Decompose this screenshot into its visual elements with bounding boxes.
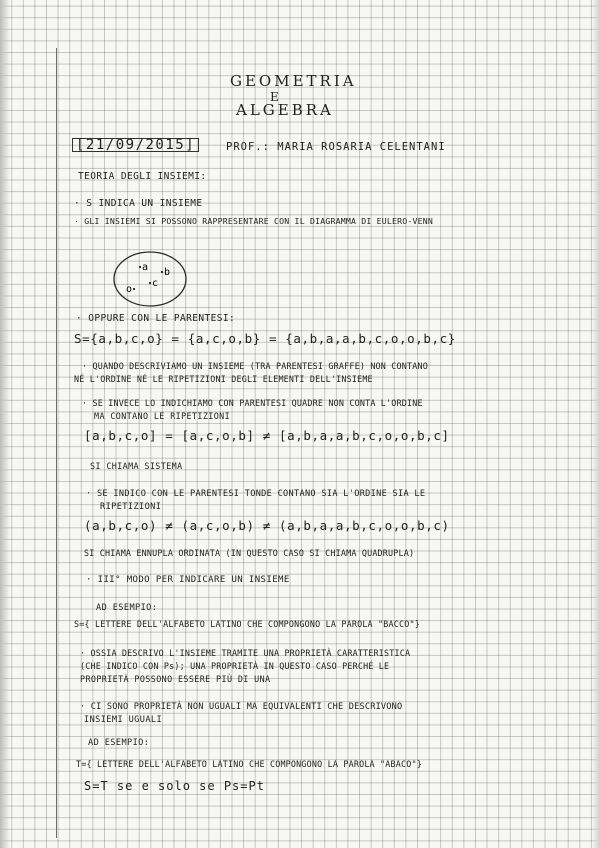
- line-tonde-2: RIPETIZIONI: [100, 502, 162, 512]
- date-box: [21/09/2015]: [72, 138, 199, 152]
- venn-label-c: c: [152, 278, 159, 289]
- line-quando-1: · QUANDO DESCRIVIAMO UN INSIEME (TRA PARENTESI GRAFFE) NON CONTANO: [82, 361, 428, 371]
- line-terzo: · III° MODO PER INDICARE UN INSIEME: [86, 575, 290, 585]
- line-sistema: SI CHIAMA SISTEMA: [90, 461, 183, 471]
- topic-line: TEORIA DEGLI INSIEMI:: [78, 171, 207, 182]
- venn-label-o: o: [126, 284, 133, 295]
- line-bacco: S={ LETTERE DELL'ALFABETO LATINO CHE COMPONGONO LA PAROLA "BACCO"}: [74, 619, 420, 629]
- venn-diagram: [110, 248, 190, 310]
- line-ennupla: SI CHIAMA ENNUPLA ORDINATA (IN QUESTO CASO SI CHIAMA QUADRUPLA): [84, 548, 415, 558]
- line-ossia-3: PROPRIETÀ POSSONO ESSERE PIÙ DI UNA: [80, 674, 271, 684]
- line-abaco: T={ LETTERE DELL'ALFABETO LATINO CHE COMPONGONO LA PAROLA "ABACO"}: [76, 759, 422, 769]
- venn-label-b: b: [164, 267, 171, 278]
- set-equality: S={a,b,c,o} = {a,c,o,b} = {a,b,a,a,b,c,o,o,b,c}: [74, 331, 456, 346]
- line-quando-2: NÉ L'ORDINE NÉ LE RIPETIZIONI DEGLI ELEMENTI DELL'INSIEME: [74, 374, 373, 384]
- line-eulero: · GLI INSIEMI SI POSSONO RAPPRESENTARE CON IL DIAGRAMMA DI EULERO-VENN: [74, 216, 434, 226]
- line-ossia-2: (CHE INDICO CON Ps); UNA PROPRIETÀ IN QUESTO CASO PERCHÉ LE: [80, 661, 390, 671]
- round-equality: (a,b,c,o) ≠ (a,c,o,b) ≠ (a,b,a,a,b,c,o,o,b,c): [84, 518, 450, 533]
- line-esempio-1: AD ESEMPIO:: [96, 603, 158, 613]
- professor: PROF.: MARIA ROSARIA CELENTANI: [226, 141, 446, 153]
- line-esempio-2: AD ESEMPIO:: [88, 738, 150, 748]
- square-equality: [a,b,c,o] = [a,c,o,b] ≠ [a,b,a,a,b,c,o,o,b,c]: [84, 428, 450, 443]
- line-sono-1: · CI SONO PROPRIETÀ NON UGUALI MA EQUIVALENTI CHE DESCRIVONO: [80, 702, 403, 712]
- venn-label-a: a: [142, 262, 149, 273]
- title-line1: GEOMETRIA: [230, 72, 357, 90]
- title-line3: ALGEBRA: [236, 101, 334, 119]
- scan-right-shadow: [592, 0, 600, 848]
- line-invece-1: · SE INVECE LO INDICHIAMO CON PARENTESI QUADRE NON CONTA L'ORDINE: [82, 398, 423, 408]
- margin-line: [56, 48, 57, 838]
- line-sono-2: INSIEMI UGUALI: [84, 715, 163, 725]
- title-line2: E: [270, 90, 282, 104]
- final-equivalence: S=T se e solo se Ps=Pt: [84, 779, 265, 793]
- line-ossia-1: · OSSIA DESCRIVO L'INSIEME TRAMITE UNA PROPRIETÀ CARATTERISTICA: [80, 648, 411, 658]
- scan-left-shadow: [0, 0, 10, 848]
- line-tonde-1: · SE INDICO CON LE PARENTESI TONDE CONTANO SIA L'ORDINE SIA LE: [86, 489, 426, 499]
- line-invece-2: MA CONTANO LE RIPETIZIONI: [94, 411, 231, 421]
- line-s-indica: · S INDICA UN INSIEME: [74, 198, 203, 209]
- line-oppure: · OPPURE CON LE PARENTESI:: [76, 313, 236, 324]
